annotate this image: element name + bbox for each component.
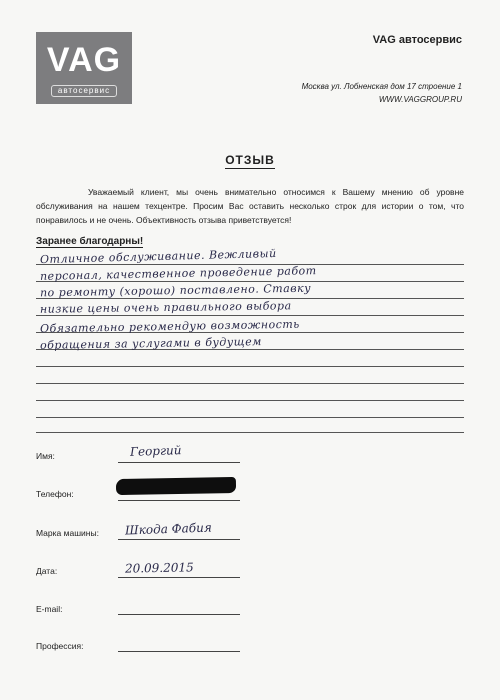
phone-label: Телефон:: [36, 489, 74, 499]
review-rule: [36, 383, 464, 384]
logo-sub-text: автосервис: [51, 85, 117, 97]
review-rule: [36, 417, 464, 418]
address-text: Москва ул. Лобненская дом 17 строение 1: [301, 82, 462, 91]
thanks-heading: [36, 236, 143, 247]
date-label: Дата:: [36, 566, 58, 576]
intro-paragraph: Уважаемый клиент, мы очень внимательно относимся к Вашему мнению об уровне обслуживания на нашем техцентре. Просим Вас оставить несколько строк для истории о том, что понравилось и не очень. Объективность отзыва приветствуется!: [36, 187, 464, 225]
review-rule: [36, 400, 464, 401]
profession-field-line: [118, 651, 240, 652]
review-line: по ремонту (хорошо) поставлено. Ставку: [39, 281, 312, 300]
date-field-line: [118, 577, 240, 578]
email-field-line: [118, 614, 240, 615]
name-value: Георгий: [129, 443, 182, 459]
company-name: VAG автосервис: [372, 34, 462, 46]
thanks-text: Заранее благодарны!: [36, 236, 144, 247]
review-line: низкие цены очень правильного выбора: [39, 299, 292, 316]
car-label: Марка машины:: [36, 528, 99, 538]
review-rule: [36, 432, 464, 433]
name-label: Имя:: [36, 451, 55, 461]
profession-label: Профессия:: [36, 641, 84, 651]
review-rule: [36, 366, 464, 367]
car-value: Шкода Фабия: [124, 520, 212, 538]
company-address-block: [302, 80, 462, 106]
car-field-line: [118, 539, 240, 540]
phone-field-line: [118, 500, 240, 501]
review-rule: [36, 315, 464, 316]
logo-main-text: VAG: [46, 41, 122, 79]
review-line: Обязательно рекомендую возможность: [39, 317, 300, 336]
document-title-text: ОТЗЫВ: [225, 153, 275, 167]
website-text: WWW.VAGGROUP.RU: [378, 95, 462, 104]
name-field-line: [118, 462, 240, 463]
date-value: 20.09.2015: [124, 560, 194, 576]
review-line: персонал, качественное проведение работ: [39, 264, 317, 283]
review-line: Отличное обслуживание. Вежливый: [39, 246, 277, 267]
vag-logo: [36, 32, 132, 104]
review-line: обращения за услугами в будущем: [39, 335, 262, 352]
phone-redaction: [116, 477, 236, 495]
document-title: [0, 153, 500, 167]
email-label: E-mail:: [36, 604, 63, 614]
